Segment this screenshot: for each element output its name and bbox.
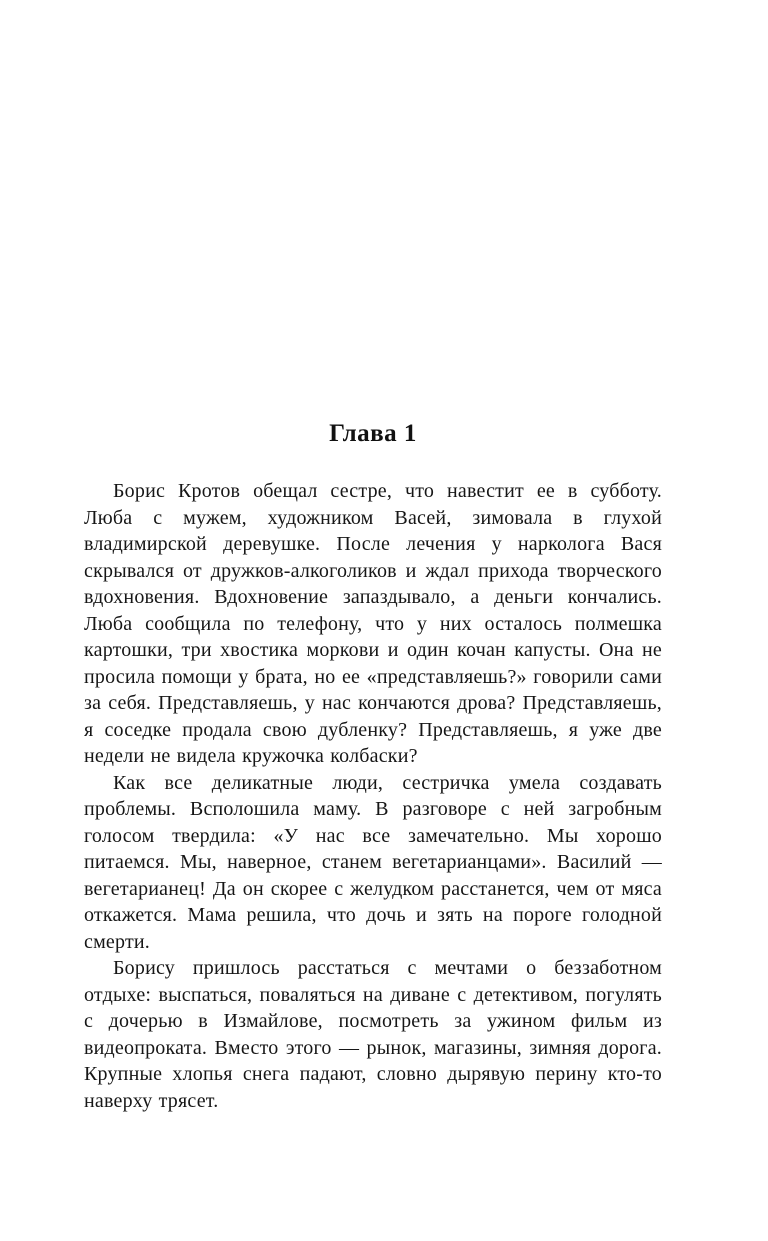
paragraph-3: Борису пришлось расстаться с мечтами о беззаботном отдыхе: выспаться, поваляться на диване с детективом, погулять с дочерью в Измайлове, посмотреть за ужином фильм из видеопроката. Вместо этого — рынок, магазины, зимняя дорога. Крупные хлопья снега падают, словно дырявую перину кто-то наверху трясет. [84,957,662,1112]
chapter-text-block [84,478,662,1114]
paragraph-2: Как все деликатные люди, сестричка умела создавать проблемы. Всполошила маму. В разговоре с ней загробным голосом твердила: «У нас все замечательно. Мы хорошо питаемся. Мы, наверное, станем вегетарианцами». Василий — вегетарианец! Да он скорее с желудком расстанется, чем от мяса откажется. Мама решила, что дочь и зять на пороге голодной смерти. [84,771,662,953]
paragraph-1: Борис Кротов обещал сестре, что навестит ее в субботу. Люба с мужем, художником Васей, зимовала в глухой владимирской деревушке. После лечения у нарколога Вася скрывался от дружков-алкоголиков и ждал прихода творческого вдохновения. Вдохновение запаздывало, а деньги кончались. Люба сообщила по телефону, что у них осталось полмешка картошки, три хвостика моркови и один кочан капусты. Она не просила помощи у брата, но ее «представляешь?» говорили сами за себя. Представляешь, у нас кончаются дрова? Представляешь, я соседке продала свою дубленку? Представляешь, я уже две недели не видела кружочка колбаски? [84,480,662,767]
chapter-title: Глава 1 [329,420,417,447]
